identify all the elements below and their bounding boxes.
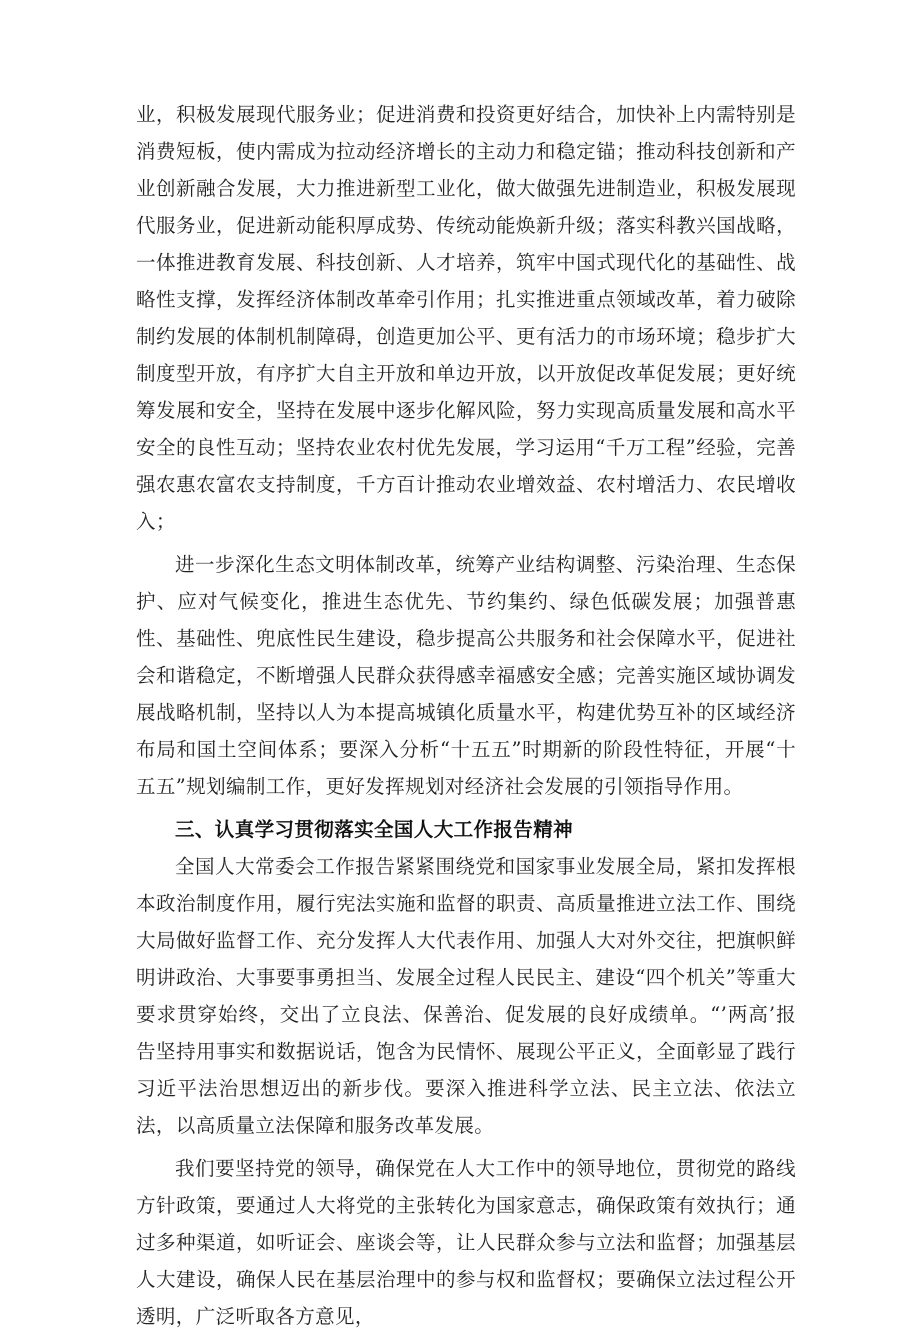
paragraph-npc-report: 全国人大常委会工作报告紧紧围绕党和国家事业发展全局，紧扣发挥根本政治制度作用，履行宪法实施和监督的职责、高质量推进立法工作、围绕大局做好监督工作、充分发挥人大代表作用、加强人大对外交往，把旗帜鲜明讲政治、大事要事勇担当、发展全过程人民民主、建设“四个机关”等重大要求贯穿始终，交出了立良法、保善治、促发展的良好成绩单。“’两高’报告坚持用事实和数据说话，饱含为民情怀、展现公平正义，全面彰显了践行习近平法治思想迈出的新步伐。要深入推进科学立法、民主立法、依法立法，以高质量立法保障和服务改革发展。 bbox=[136, 855, 796, 1137]
paragraph-party-leadership: 我们要坚持党的领导，确保党在人大工作中的领导地位，贯彻党的路线方针政策，要通过人大将党的主张转化为国家意志，确保政策有效执行；通过多种渠道，如听证会、座谈会等，让人民群众参与立法和监督；加强基层人大建设，确保人民在基层治理中的参与权和监督权；要确保立法过程公开透明，广泛听取各方意见， bbox=[136, 1157, 796, 1328]
paragraph-continuation: 业，积极发展现代服务业；促进消费和投资更好结合，加快补上内需特别是消费短板，使内需成为拉动经济增长的主动力和稳定锚；推动科技创新和产业创新融合发展，大力推进新型工业化，做大做强先进制造业，积极发展现代服务业，促进新动能积厚成势、传统动能焕新升级；落实科教兴国战略，一体推进教育发展、科技创新、人才培养，筑牢中国式现代化的基础性、战略性支撑，发挥经济体制改革牵引作用；扎实推进重点领域改革，着力破除制约发展的体制机制障碍，创造更加公平、更有活力的市场环境；稳步扩大制度型开放，有序扩大自主开放和单边开放，以开放促改革促发展；更好统筹发展和安全，坚持在发展中逐步化解风险，努力实现高质量发展和高水平安全的良性互动；坚持农业农村优先发展，学习运用“千万工程”经验，完善强农惠农富农支持制度，千方百计推动农业增效益、农村增活力、农民增收入； bbox=[136, 103, 796, 533]
paragraph-ecology: 进一步深化生态文明体制改革，统筹产业结构调整、污染治理、生态保护、应对气候变化，推进生态优先、节约集约、绿色低碳发展；加强普惠性、基础性、兜底性民生建设，稳步提高公共服务和社会保障水平，促进社会和谐稳定，不断增强人民群众获得感幸福感安全感；完善实施区域协调发展战略机制，坚持以人为本提高城镇化质量水平，构建优势互补的区域经济布局和国土空间体系；要深入分析“十五五”时期新的阶段性特征，开展“十五五”规划编制工作，更好发挥规划对经济社会发展的引领指导作用。 bbox=[136, 553, 796, 798]
document-body bbox=[136, 96, 796, 1341]
section-heading: 三、认真学习贯彻落实全国人大工作报告精神 bbox=[175, 818, 574, 841]
